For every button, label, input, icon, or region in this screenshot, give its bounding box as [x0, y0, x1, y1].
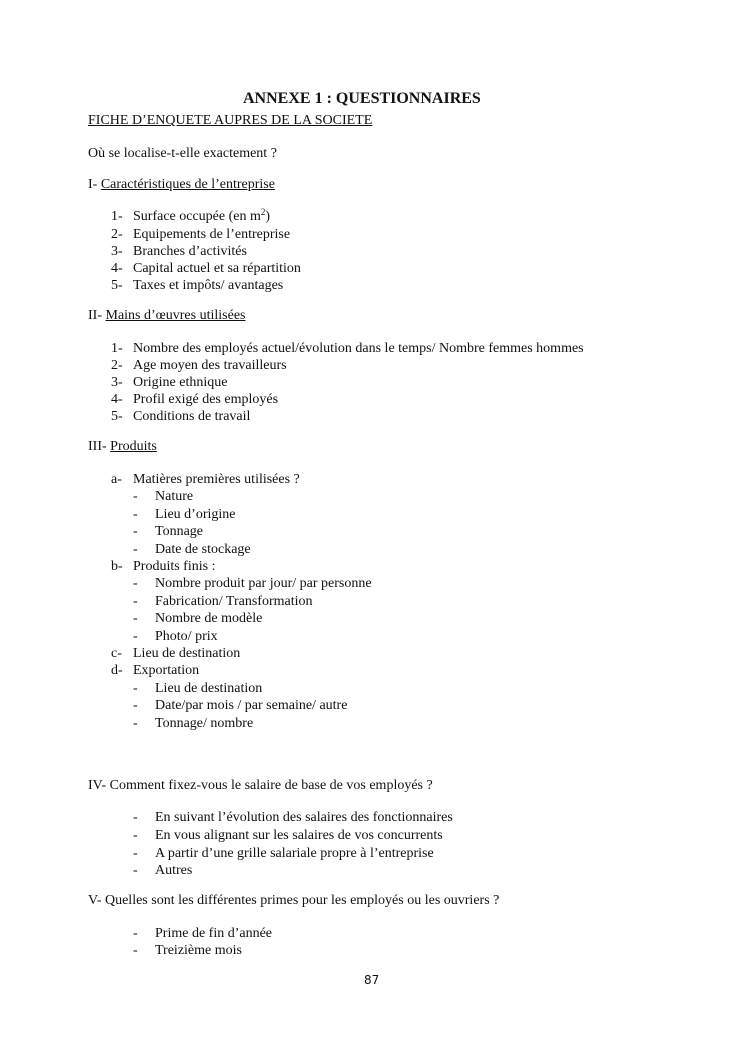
item-text: Matières premières utilisées ? [133, 472, 300, 487]
section3-prefix: III- [88, 439, 111, 454]
dash: - [133, 716, 138, 731]
item-text: Origine ethnique [133, 375, 228, 390]
section2-item-3 [111, 375, 227, 391]
dash: - [133, 542, 138, 557]
item-text: Branches d’activités [133, 244, 247, 259]
item-number: 4- [111, 261, 123, 276]
sub-item [133, 611, 262, 627]
sub-item [133, 489, 193, 505]
sub-item [133, 863, 192, 879]
section2-item-2 [111, 358, 287, 374]
item-text: Nombre des employés actuel/évolution dans le temps/ Nombre femmes hommes [133, 341, 584, 356]
sub-item-text: Date/par mois / par semaine/ autre [155, 698, 348, 713]
section3-heading [88, 439, 157, 455]
dash: - [133, 810, 138, 825]
sub-item-text: Autres [155, 863, 193, 878]
item-number: 2- [111, 358, 123, 373]
section2-heading [88, 308, 245, 324]
dash: - [133, 828, 138, 843]
item-number: 5- [111, 409, 123, 424]
item-letter: a- [111, 472, 122, 487]
section3-item-b [111, 559, 215, 575]
section1-item-2 [111, 227, 290, 243]
item-text: Exportation [133, 663, 200, 678]
item-text: Profil exigé des employés [133, 392, 279, 407]
item-number: 1- [111, 209, 123, 224]
section3-title: Produits [110, 439, 157, 454]
sub-item-text: En suivant l’évolution des salaires des fonctionnaires [155, 810, 453, 825]
item-text: Lieu de destination [133, 646, 241, 661]
sub-item-text: Nombre de modèle [155, 611, 263, 626]
item-number: 5- [111, 278, 123, 293]
sub-item [133, 629, 218, 645]
item-text: Surface occupée (en m [133, 209, 261, 224]
section1-item-1 [111, 209, 270, 225]
sub-item [133, 576, 372, 592]
dash: - [133, 943, 138, 958]
sub-item [133, 542, 251, 558]
dash: - [133, 846, 138, 861]
item-letter: c- [111, 646, 122, 661]
sub-item [133, 846, 434, 862]
dash: - [133, 629, 138, 644]
dash: - [133, 863, 138, 878]
sub-item-text: Prime de fin d’année [155, 926, 273, 941]
sub-item [133, 943, 242, 959]
item-text: Produits finis : [133, 559, 216, 574]
item-number: 1- [111, 341, 123, 356]
sub-item-text: Lieu de destination [155, 681, 263, 696]
item-number: 4- [111, 392, 123, 407]
sub-item [133, 681, 262, 697]
superscript: 2 [260, 207, 266, 217]
sub-item [133, 716, 253, 732]
section1-item-4 [111, 261, 301, 277]
sub-item [133, 828, 443, 844]
item-text: Conditions de travail [133, 409, 251, 424]
localisation-question: Où se localise-t-elle exactement ? [88, 146, 277, 161]
dash: - [133, 926, 138, 941]
sub-item-text: Date de stockage [155, 542, 251, 557]
dash: - [133, 594, 138, 609]
section2-item-5 [111, 409, 250, 425]
section3-item-a [111, 472, 300, 488]
item-text: Equipements de l’entreprise [133, 227, 291, 242]
section1-prefix: I- [88, 177, 101, 192]
dash: - [133, 681, 138, 696]
dash: - [133, 489, 138, 504]
item-text: Capital actuel et sa répartition [133, 261, 301, 276]
sub-item-text: Photo/ prix [155, 629, 218, 644]
section1-heading [88, 177, 275, 193]
sub-item-text: Fabrication/ Transformation [155, 594, 313, 609]
item-number: 3- [111, 244, 123, 259]
section2-item-4 [111, 392, 278, 408]
sub-item-text: Tonnage/ nombre [155, 716, 254, 731]
item-text-end: ) [265, 209, 271, 224]
dash: - [133, 507, 138, 522]
item-number: 3- [111, 375, 123, 390]
item-text: Age moyen des travailleurs [133, 358, 287, 373]
sub-item [133, 507, 235, 523]
sub-item-text: Lieu d’origine [155, 507, 236, 522]
section4-heading: IV- Comment fixez-vous le salaire de base de vos employés ? [88, 778, 433, 793]
fiche-heading: FICHE D’ENQUETE AUPRES DE LA SOCIETE [88, 113, 373, 128]
sub-item [133, 926, 272, 942]
sub-item [133, 594, 313, 610]
item-text: Taxes et impôts/ avantages [133, 278, 284, 293]
sub-item-text: Treizième mois [155, 943, 242, 958]
sub-item-text: En vous alignant sur les salaires de vos concurrents [155, 828, 443, 843]
sub-item [133, 524, 203, 540]
page-title: ANNEXE 1 : QUESTIONNAIRES [243, 90, 481, 107]
sub-item-text: Tonnage [155, 524, 204, 539]
dash: - [133, 524, 138, 539]
sub-item-text: A partir d’une grille salariale propre à l’entreprise [155, 846, 434, 861]
section5-heading: V- Quelles sont les différentes primes pour les employés ou les ouvriers ? [88, 893, 500, 908]
sub-item-text: Nombre produit par jour/ par personne [155, 576, 372, 591]
section2-item-1 [111, 341, 584, 357]
dash: - [133, 576, 138, 591]
section1-title: Caractéristiques de l’entreprise [100, 177, 275, 192]
section1-item-3 [111, 244, 247, 260]
item-number: 2- [111, 227, 123, 242]
page-number: 87 [364, 973, 380, 987]
section2-prefix: II- [88, 308, 106, 323]
dash: - [133, 611, 138, 626]
sub-item [133, 810, 453, 826]
section2-title: Mains d’œuvres utilisées [105, 308, 246, 323]
sub-item-text: Nature [155, 489, 194, 504]
sub-item [133, 698, 347, 714]
section1-item-5 [111, 278, 283, 294]
item-letter: d- [111, 663, 123, 678]
section3-item-d [111, 663, 199, 679]
section3-item-c [111, 646, 240, 662]
item-letter: b- [111, 559, 123, 574]
dash: - [133, 698, 138, 713]
